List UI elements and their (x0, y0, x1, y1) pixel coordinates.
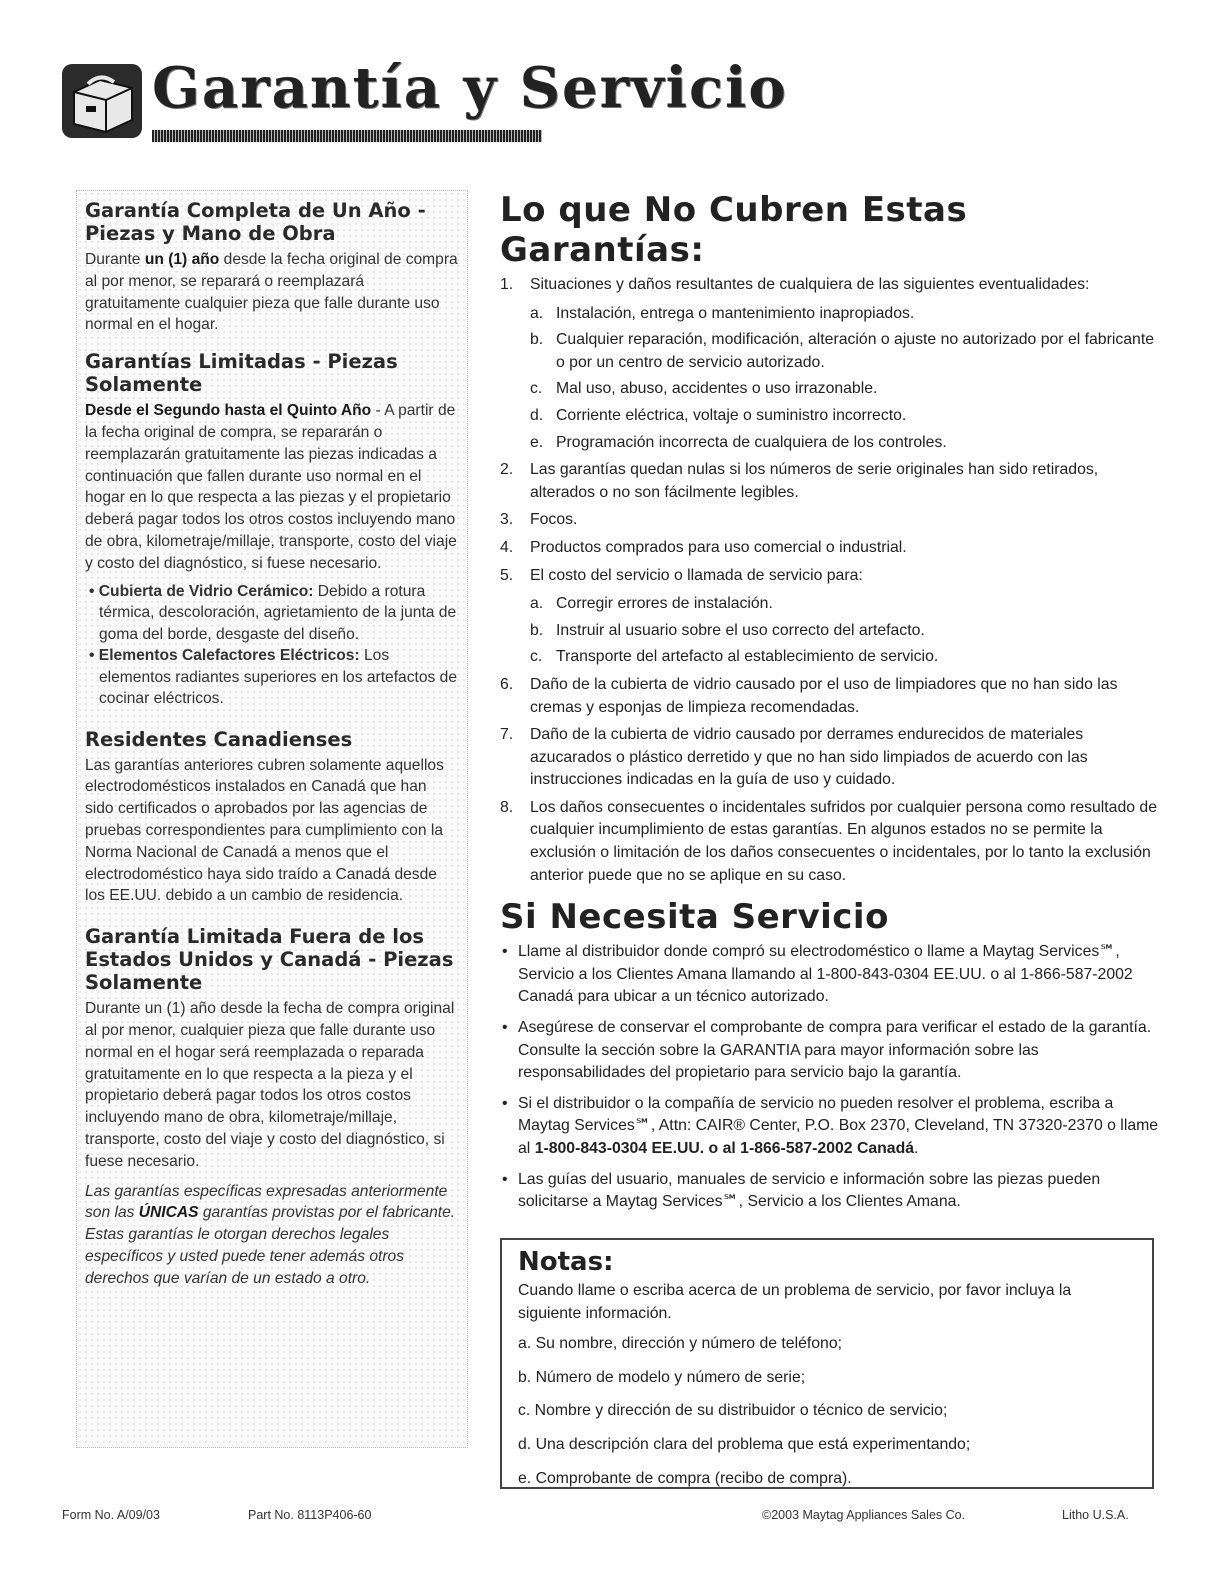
part-number: Part No. 8113P406-60 (248, 1508, 372, 1522)
item-letter: e. (530, 433, 544, 451)
item-text: Instruir al usuario sobre el uso correcto del artefacto. (556, 621, 925, 639)
main-column (500, 190, 1160, 1222)
list-item: • Llame al distribuidor donde compró su electrodoméstico o llame a Maytag Services℠, Servicio a los Clientes Amana llamando al 1-800-843-0304 EE.UU. o al 1-866-587-2002 Canadá para ubicar a un técnico autorizado. (500, 941, 1160, 1009)
item-letter: b. (530, 621, 544, 639)
list-item: • Las guías del usuario, manuales de servicio e información sobre las piezas pueden solicitarse a Maytag Services℠, Servicio a los Clientes Amana. (500, 1169, 1160, 1214)
item-text: Debido a rotura térmica, descoloración, agrietamiento de la junta de goma del borde, desgaste del diseño. (99, 582, 457, 643)
body-bold: Desde el Segundo hasta el Quinto Año (85, 402, 372, 420)
list-item: a. Su nombre, dirección y número de teléfono; (518, 1335, 843, 1353)
item-text: Si el distribuidor o la compañía de servicio no pueden resolver el problema, escriba a Maytag Services℠, Attn: CAIR® Center, P.O. Box 2370, Cleveland, TN 37320-2370 o llame al (518, 1094, 1159, 1157)
sub-list-item (530, 620, 1160, 643)
sub-list-item (530, 432, 1160, 455)
list-item: b. Número de modelo y número de serie; (518, 1368, 806, 1386)
sub-list-item (530, 405, 1160, 428)
item-text: Situaciones y daños resultantes de cualquiera de las siguientes eventualidades: (530, 276, 1090, 293)
toolbox-icon (60, 62, 144, 140)
item-text: Corregir errores de instalación. (556, 595, 773, 613)
item-text: Productos comprados para uso comercial o industrial. (530, 538, 907, 556)
page-title: Garantía y Servicio (152, 55, 788, 121)
service-list (500, 941, 1160, 1214)
warranty-sidebar (76, 190, 468, 1448)
phone-numbers: 1-800-843-0304 EE.UU. o al 1-866-587-2002 Canadá (534, 1140, 915, 1157)
item-text: . (914, 1140, 919, 1157)
not-covered-heading: Lo que No Cubren Estas Garantías: (500, 190, 968, 270)
sub-list-item (530, 378, 1160, 401)
disclaimer (85, 1181, 459, 1290)
list-item (500, 459, 1160, 504)
item-number: 7. (500, 726, 514, 744)
notes-box (500, 1238, 1154, 1489)
item-text: Transporte del artefacto al establecimiento de servicio. (556, 648, 939, 666)
item-label: Cubierta de Vidrio Cerámico: (98, 582, 314, 600)
item-label: Elementos Calefactores Eléctricos: (98, 647, 360, 665)
sub-list-item (530, 303, 1160, 326)
list-item (500, 509, 1160, 532)
item-text: Daño de la cubierta de vidrio causado por derrames endurecidos de materiales azucarados o plástico derretido y que no han sido limpiados de acuerdo con las instrucciones indicadas en la guía de uso y cuidado. (530, 726, 1088, 789)
sub-list (530, 303, 1160, 455)
sub-list-item (530, 593, 1160, 616)
item-text: Programación incorrecta de cualquiera de los controles. (556, 433, 947, 451)
full-warranty-section (85, 199, 459, 336)
section-heading: Garantías Limitadas - Piezas Solamente (85, 350, 398, 397)
item-number: 1. (500, 276, 514, 293)
notes-heading: Notas: (518, 1247, 614, 1277)
item-text: Las garantías quedan nulas si los números de serie originales han sido retirados, alterados o no son fácilmente legibles. (530, 461, 1099, 501)
sub-list (530, 593, 1160, 669)
item-text: Instalación, entrega o mantenimiento inapropiados. (556, 304, 915, 322)
list-item (500, 274, 1160, 454)
body-bold: un (1) año (144, 251, 220, 268)
item-letter: a. (530, 304, 544, 322)
body-text: desde la fecha original de compra al por menor, se reparará o reemplazará gratuitamente cualquier pieza que falle durante uso normal en el hogar. (85, 251, 458, 334)
list-item (500, 565, 1160, 669)
section-body (85, 400, 459, 574)
service-heading: Si Necesita Servicio (500, 897, 889, 938)
item-number: 3. (500, 511, 514, 529)
covered-parts-list (85, 581, 459, 710)
section-body: Las garantías anteriores cubren solamente aquellos electrodomésticos instalados en Canadá que han sido certificados o aprobados por las agencias de pruebas correspondientes para cumplimiento con la Norma Nacional de Canadá a menos que el electrodoméstico haya sido traído a Canadá desde los EE.UU. debido a un cambio de residencia. (85, 756, 444, 905)
body-text: Durante (85, 251, 145, 268)
body-text: Las garantías específicas expresadas anteriormente son las (85, 1182, 448, 1222)
item-number: 2. (500, 461, 514, 479)
list-item (500, 537, 1160, 560)
sub-list-item (530, 329, 1160, 374)
item-text: Focos. (530, 511, 578, 529)
copyright: ©2003 Maytag Appliances Sales Co. (762, 1508, 966, 1522)
sub-list-item (530, 646, 1160, 669)
list-item: e. Comprobante de compra (recibo de compra). (518, 1469, 852, 1487)
list-item (500, 674, 1160, 719)
item-letter: b. (530, 331, 544, 349)
item-text: Los elementos radiantes superiores en los artefactos de cocinar eléctricos. (99, 647, 457, 708)
list-item (85, 645, 459, 710)
item-number: 5. (500, 566, 514, 584)
section-heading: Garantía Completa de Un Año - Piezas y Mano de Obra (85, 199, 426, 245)
item-text: Los daños consecuentes o incidentales sufridos por cualquier persona como resultado de cualquier incumplimiento de estas garantías. En algunos estados no se permite la exclusión o limitación de los daños consecuentes o incidentales, por lo tanto la exclusión anterior puede que no se aplique en su caso. (530, 798, 1158, 884)
item-text: Daño de la cubierta de vidrio causado por el uso de limpiadores que no han sido las cremas y esponjas de limpieza recomendadas. (530, 675, 1118, 716)
item-text: Corriente eléctrica, voltaje o suministro incorrecto. (556, 406, 907, 424)
limited-warranty-section (85, 350, 459, 709)
item-number: 6. (500, 675, 514, 693)
list-item: • Asegúrese de conservar el comprobante de compra para verificar el estado de la garantía. Consulte la sección sobre la GARANTIA para mayor información sobre las responsabilidades del propietario para servicio bajo la garantía. (500, 1017, 1160, 1085)
list-item (500, 724, 1160, 792)
item-letter: c. (530, 380, 543, 398)
item-number: 8. (500, 798, 514, 816)
list-item (500, 1093, 1160, 1161)
list-item (500, 797, 1160, 887)
international-warranty-section (85, 925, 459, 1289)
section-body: Durante un (1) año desde la fecha de compra original al por menor, cualquier pieza que falle durante uso normal en el hogar será reemplazada o reparada gratuitamente en lo que respecta a la pieza y el propietario deberá pagar todos los otros costos incluyendo mano de obra, kilometraje/millaje, transporte, costo del viaje y costo del diagnóstico, si fuese necesario. (85, 1000, 455, 1170)
body-text: - A partir de la fecha original de compra, se repararán o reemplazarán gratuitamente las piezas indicadas a continuación que fallen durante uso normal en el hogar en lo que respecta a las piezas y el propietario deberá pagar todos los otros costos incluyendo mano de obra, kilometraje/millaje, transporte, costo del viaje y costo del diagnóstico, si fuese necesario. (85, 402, 457, 572)
item-text: El costo del servicio o llamada de servicio para: (530, 566, 863, 584)
litho: Litho U.S.A. (1062, 1508, 1129, 1522)
list-item (85, 581, 459, 646)
section-heading: Garantía Limitada Fuera de los Estados Unidos y Canadá - Piezas Solamente (85, 925, 454, 995)
body-bold: ÚNICAS (138, 1204, 199, 1222)
item-text: Mal uso, abuso, accidentes o uso irrazonable. (556, 380, 878, 398)
canadian-residents-section (85, 728, 459, 908)
item-letter: c. (530, 648, 543, 666)
not-covered-list (500, 274, 1160, 887)
form-number: Form No. A/09/03 (62, 1508, 160, 1522)
list-item: d. Una descripción clara del problema que está experimentando; (518, 1435, 971, 1453)
section-heading: Residentes Canadienses (85, 727, 353, 751)
item-text: Cualquier reparación, modificación, alteración o ajuste no autorizado por el fabricante o por un centro de servicio autorizado. (556, 331, 1154, 371)
item-letter: a. (530, 595, 544, 613)
title-underline (152, 130, 542, 142)
notes-intro: Cuando llame o escriba acerca de un problema de servicio, por favor incluya la siguiente información. (518, 1282, 1072, 1322)
body-text: garantías provistas por el fabricante. Estas garantías le otorgan derechos legales específicos y usted puede tener además otros derechos que varían de un estado a otro. (85, 1204, 456, 1287)
section-body (85, 249, 459, 336)
item-number: 4. (500, 538, 514, 556)
item-letter: d. (530, 406, 544, 424)
notes-list (518, 1333, 1138, 1490)
list-item: c. Nombre y dirección de su distribuidor o técnico de servicio; (518, 1402, 948, 1420)
